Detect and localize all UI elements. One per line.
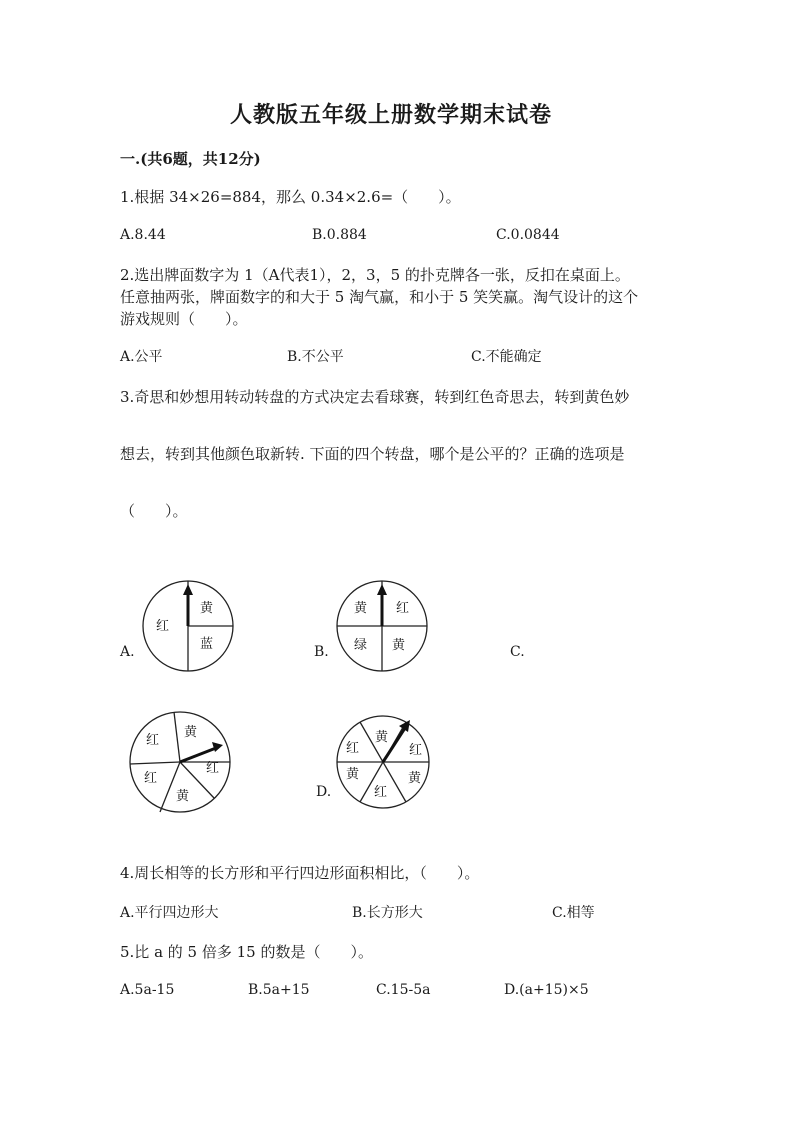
- spinner-a-label-blue: 蓝: [200, 637, 214, 652]
- question-3-line-3: （ ）。: [120, 502, 188, 520]
- page-title: 人教版五年级上册数学期末试卷: [230, 102, 553, 128]
- question-1-option-a: A.8.44: [120, 227, 166, 243]
- question-2-line-2: 任意抽两张，牌面数字的和大于 5 淘气赢，和小于 5 笑笑赢。淘气设计的这个: [120, 288, 639, 306]
- spinner-b-label-yellow-1: 黄: [354, 601, 368, 616]
- spinner-d-label-red-2: 红: [409, 743, 423, 758]
- question-5-option-a: A.5a-15: [120, 982, 175, 998]
- question-5-text: 5.比 a 的 5 倍多 15 的数是（ ）。: [120, 943, 373, 961]
- section-heading: 一.(共6题，共12分): [120, 150, 261, 168]
- question-1-text: 1.根据 34×26=884，那么 0.34×2.6=（ ）。: [120, 188, 461, 206]
- spinner-c-label-red-2: 红: [206, 761, 220, 776]
- spinner-c-label-red-1: 红: [146, 733, 160, 748]
- spinner-c-label-yellow-1: 黄: [184, 725, 198, 740]
- question-3-option-c-label: C.: [510, 644, 525, 660]
- spinner-b-label-red: 红: [396, 601, 410, 616]
- spinner-a-label-yellow: 黄: [200, 601, 214, 616]
- spinner-d-label-yellow-1: 黄: [375, 730, 389, 745]
- question-3-line-1: 3.奇思和妙想用转动转盘的方式决定去看球赛，转到红色奇思去，转到黄色妙: [120, 388, 630, 406]
- question-3-option-a-label: A.: [120, 644, 135, 660]
- spinner-a-label-red: 红: [156, 619, 170, 634]
- spinner-d-label-red-1: 红: [346, 741, 360, 756]
- spinner-b: [334, 580, 434, 680]
- question-4-option-a: A.平行四边形大: [120, 905, 219, 921]
- spinner-c-label-red-3: 红: [144, 771, 158, 786]
- spinner-c-label-yellow-2: 黄: [176, 789, 190, 804]
- spinner-d-label-red-3: 红: [374, 785, 388, 800]
- spinner-d: [335, 712, 435, 812]
- question-3-option-d-label: D.: [316, 784, 332, 800]
- question-2-option-a: A.公平: [120, 349, 163, 365]
- question-5-option-d: D.(a+15)×5: [504, 982, 589, 998]
- spinner-b-label-yellow-2: 黄: [392, 638, 406, 653]
- question-2-line-3: 游戏规则（ ）。: [120, 310, 248, 328]
- spinner-d-label-yellow-3: 黄: [408, 771, 422, 786]
- question-4-text: 4.周长相等的长方形和平行四边形面积相比，（ ）。: [120, 864, 480, 882]
- question-3-option-b-label: B.: [314, 644, 329, 660]
- question-4-option-b: B.长方形大: [352, 905, 423, 921]
- question-5-option-b: B.5a+15: [248, 982, 310, 998]
- spinner-b-label-green: 绿: [354, 638, 368, 653]
- question-2-line-1: 2.选出牌面数字为 1（A代表1），2，3，5 的扑克牌各一张，反扣在桌面上。: [120, 266, 630, 284]
- question-5-option-c: C.15-5a: [376, 982, 431, 998]
- question-1-option-c: C.0.0844: [496, 227, 560, 243]
- spinner-d-label-yellow-2: 黄: [346, 767, 360, 782]
- question-1-option-b: B.0.884: [312, 227, 367, 243]
- question-3-line-2: 想去，转到其他颜色取新转. 下面的四个转盘，哪个是公平的？正确的选项是: [120, 445, 625, 463]
- spinner-a: [140, 580, 240, 680]
- question-4-option-c: C.相等: [552, 905, 595, 921]
- spinner-c: [126, 708, 236, 818]
- question-2-option-c: C.不能确定: [471, 349, 542, 365]
- question-2-option-b: B.不公平: [287, 349, 344, 365]
